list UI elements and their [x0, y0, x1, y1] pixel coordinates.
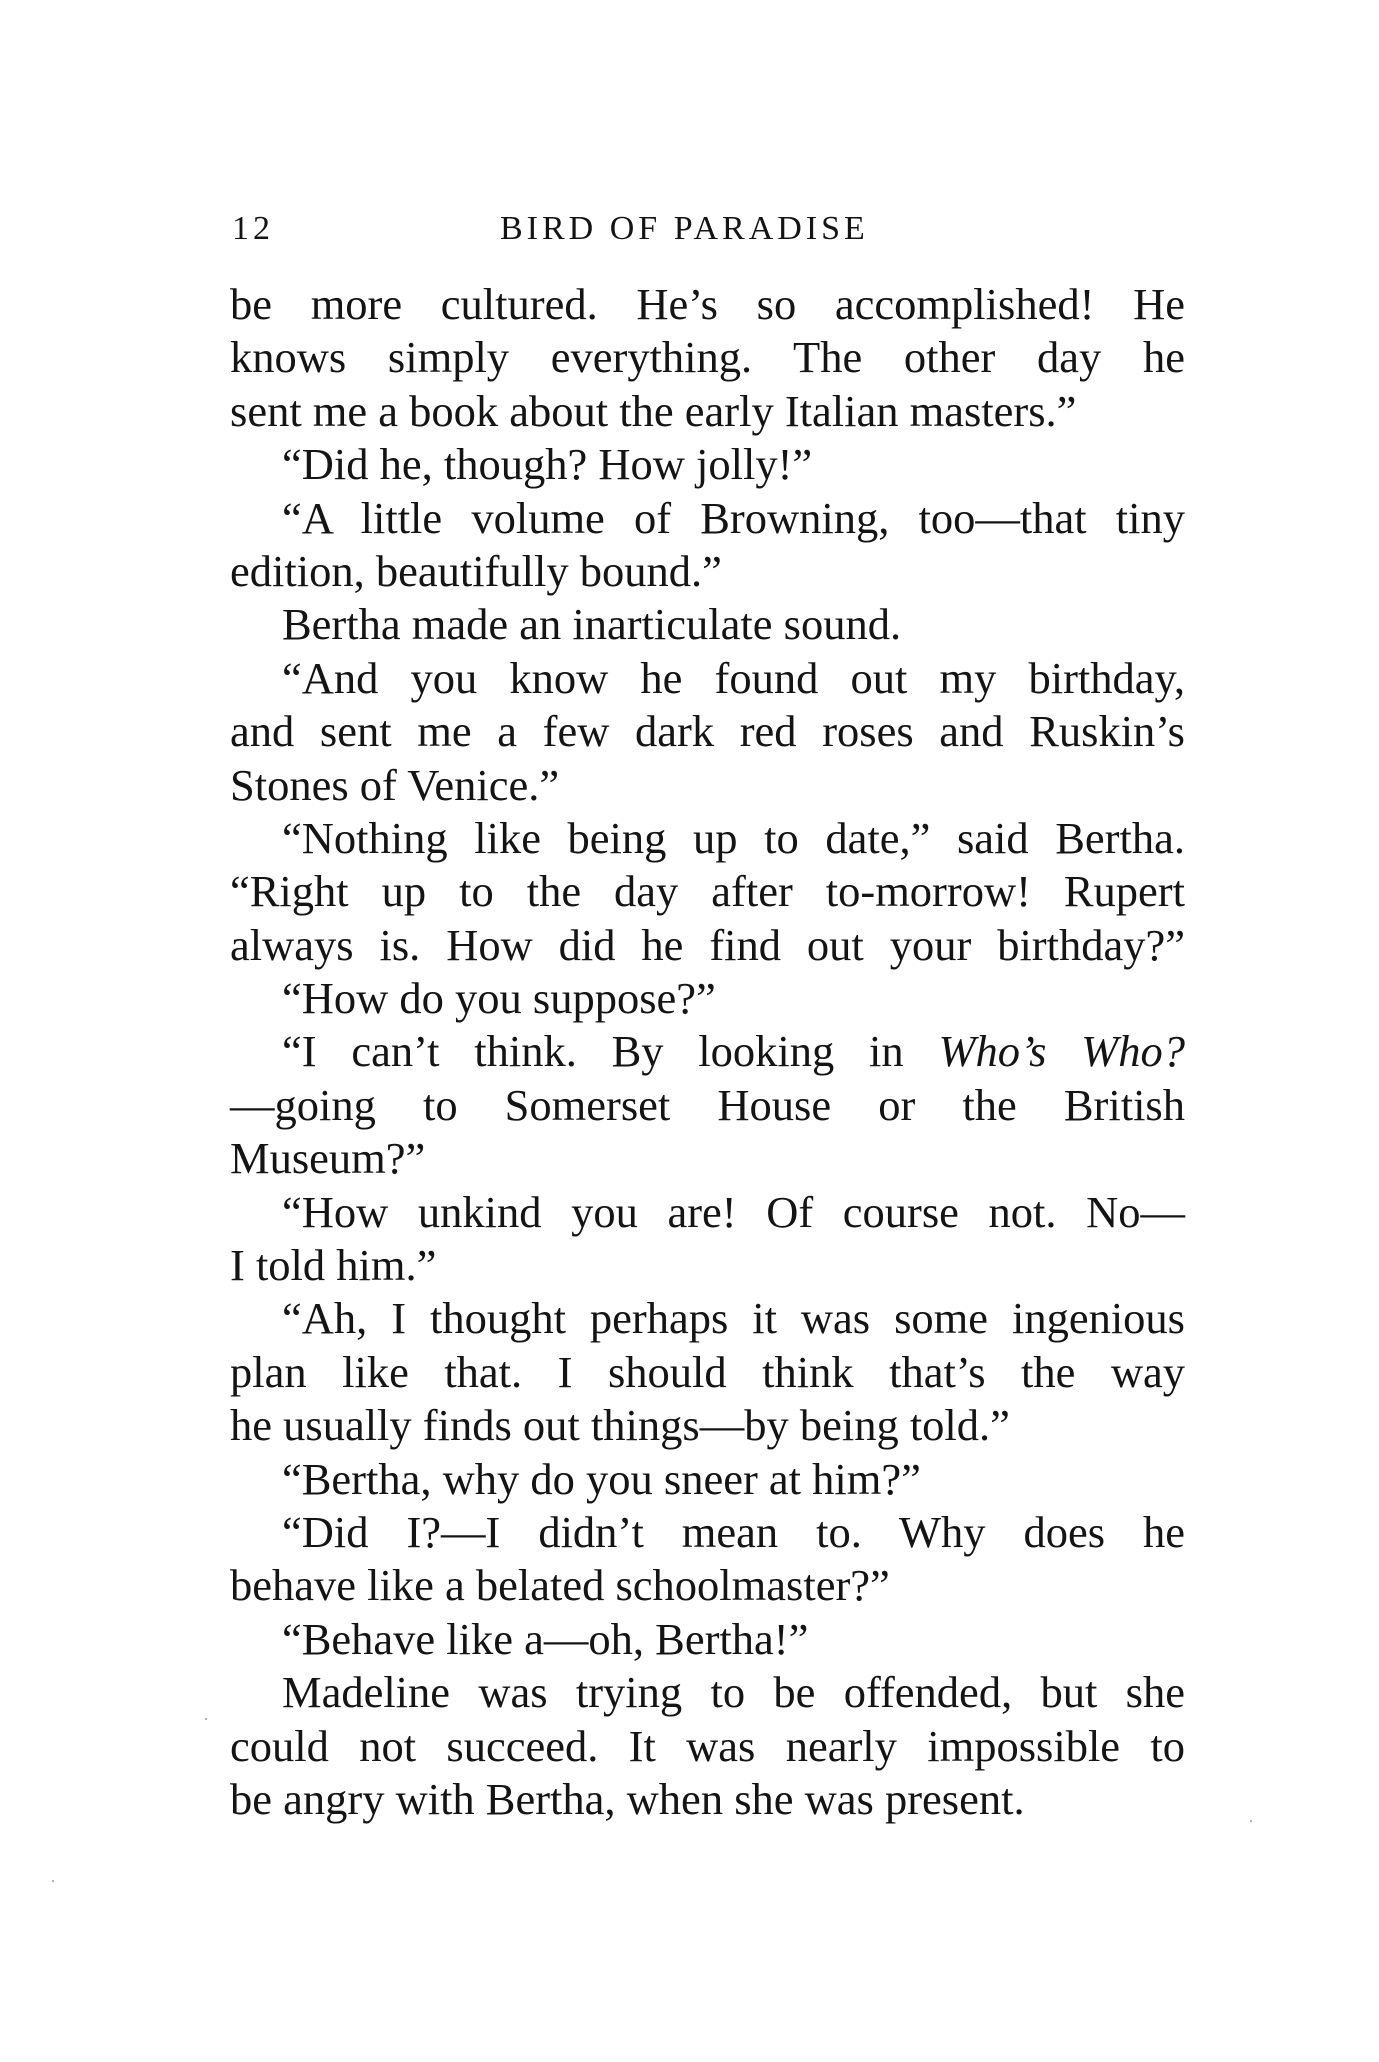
text-line: “How unkind you are! Of course not. No—: [282, 1186, 1185, 1237]
text-line: “Behave like a—oh, Bertha!”: [282, 1613, 809, 1664]
text-line: [230, 1025, 1185, 1078]
text-line: Madeline was trying to be offended, but she: [282, 1667, 1185, 1718]
text-line: sent me a book about the early Italian masters.”: [230, 385, 1077, 436]
text-line: Stones of Venice.”: [230, 759, 560, 810]
text-line: knows simply everything. The other day he: [230, 332, 1185, 383]
text-line: Bertha made an inarticulate sound.: [282, 599, 902, 650]
text-segment: “I can’t think. By looking in: [282, 1026, 939, 1077]
text-line: and sent me a few dark red roses and Ruskin’s: [230, 706, 1185, 757]
text-line: edition, beautifully bound.”: [230, 545, 722, 596]
text-line: “A little volume of Browning, too—that tiny: [282, 492, 1185, 543]
text-line: —going to Somerset House or the British: [230, 1079, 1185, 1130]
text-line: “Ah, I thought perhaps it was some ingenious: [282, 1293, 1185, 1344]
text-line: could not succeed. It was nearly impossible to: [230, 1720, 1185, 1771]
italic-title: Who’s Who?: [938, 1026, 1185, 1077]
book-title: BIRD OF PARADISE: [500, 210, 869, 247]
paper-speck: [52, 1880, 54, 1882]
body-text: [230, 278, 1185, 1826]
text-line: behave like a belated schoolmaster?”: [230, 1560, 890, 1611]
paper-speck: [1250, 1820, 1252, 1822]
text-line: “And you know he found out my birthday,: [282, 652, 1185, 703]
paper-speck: [205, 1718, 207, 1720]
text-line: “Right up to the day after to-morrow! Rupert: [230, 866, 1185, 917]
text-line: plan like that. I should think that’s the way: [230, 1346, 1185, 1397]
text-line: always is. How did he find out your birthday?”: [230, 919, 1185, 970]
text-line: “Did he, though? How jolly!”: [282, 439, 813, 490]
page-number: 12: [232, 210, 274, 247]
text-line: “Bertha, why do you sneer at him?”: [282, 1453, 921, 1504]
text-line: “How do you suppose?”: [282, 973, 716, 1024]
text-line: “Nothing like being up to date,” said Bertha.: [282, 812, 1185, 863]
text-line: “Did I?—I didn’t mean to. Why does he: [282, 1506, 1185, 1557]
running-head: [232, 210, 1187, 260]
text-line: Museum?”: [230, 1133, 426, 1184]
text-line: he usually finds out things—by being told.”: [230, 1400, 1010, 1451]
text-line: I told him.”: [230, 1240, 437, 1291]
text-line: be more cultured. He’s so accomplished! He: [230, 279, 1185, 329]
text-line: be angry with Bertha, when she was present.: [230, 1773, 1025, 1824]
